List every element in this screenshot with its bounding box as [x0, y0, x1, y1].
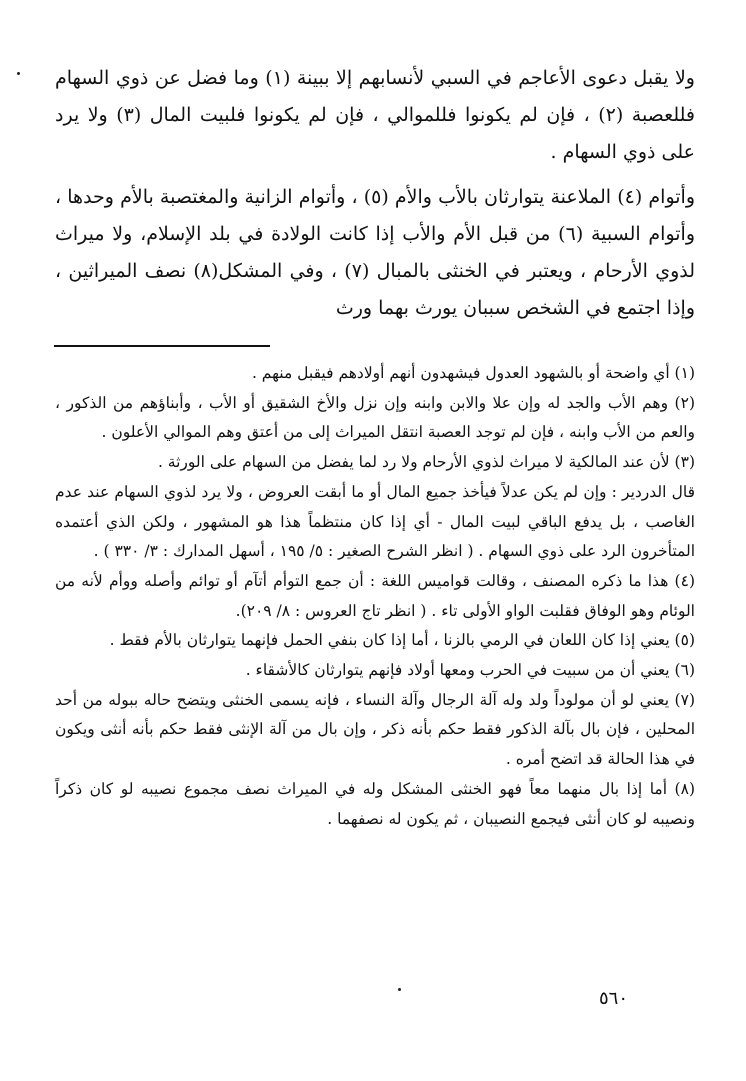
footnote: (٦) يعني أن من سبيت في الحرب ومعها أولاد فإنهم يتوارثان كالأشقاء . — [245, 661, 695, 680]
footnote: (٨) أما إذا بال منهما معاً فهو الخنثى المشكل وله في الميراث نصف مجموع نصيبه لو كان ذكراً ونصيبه لو كان أنثى فيجمع النصيبان ، ثم يكون له نصفهما . — [55, 779, 695, 828]
book-page — [55, 60, 695, 834]
footnote: قال الدردير : وإن لم يكن عدلاً فيأخذ جميع المال أو ما أبقت العروض ، ولا يرد لذوي السهام عند عدم الغاصب ، بل يدفع الباقي لبيت المال - أي إذا كان منتظماً هذا هو المشهور ، ولكن الذي أعتمده المتأخرون الرد على ذوي السهام . ( انظر الشرح الصغير : ٥/ ١٩٥ ، أسهل المدارك : ٣/ ٣٣٠ ) . — [55, 482, 695, 561]
scan-speck — [398, 988, 401, 991]
footnotes — [55, 359, 695, 834]
main-text — [55, 60, 695, 327]
footnote: (٥) يعني إذا كان اللعان في الرمي بالزنا ، أما إذا كان بنفي الحمل فإنهما يتوارثان بالأم فقط . — [109, 631, 695, 650]
footnote: (١) أي واضحة أو بالشهود العدول فيشهدون أنهم أولادهم فيقبل منهم . — [251, 364, 695, 382]
footnote: (٢) وهم الأب والجد له وإن علا والابن وابنه وإن نزل والأخ الشقيق أو الأب ، وأبناؤهم من الذكور ، والعم من الأب وابنه ، فإن لم توجد العصبة انتقل الميراث إلى من أعتق وهم الموالي الأعلون . — [55, 393, 695, 442]
footnote: (٣) لأن عند المالكية لا ميراث لذوي الأرحام ولا رد لما يفضل من السهام على الورثة . — [157, 453, 695, 472]
scan-speck — [17, 72, 20, 75]
main-paragraph: وأتوام (٤) الملاعنة يتوارثان بالأب والأم (٥) ، وأتوام الزانية والمغتصبة بالأم وحدها ، وأتوام السبية (٦) من قبل الأم والأب إذا كانت الولادة في بلد الإسلام، ولا ميراث لذوي الأرحام ، ويعتبر في الخنثى بالمبال (٧) ، وفي المشكل(٨) نصف الميراثين ، وإذا اجتمع في الشخص سببان يورث بهما ورث — [55, 186, 696, 319]
footnote-separator — [54, 345, 270, 347]
footnote: (٤) هذا ما ذكره المصنف ، وقالت قواميس اللغة : أن جمع التوأم أتآم أو توائم وأصله ووأم لأنه من الوئام وهو الوفاق فقلبت الواو الأولى تاء . ( انظر تاج العروس : ٨/ ٢٠٩). — [55, 571, 695, 620]
main-paragraph: ولا يقبل دعوى الأعاجم في السبي لأنسابهم إلا ببينة (١) وما فضل عن ذوي السهام فللعصبة (٢) ، فإن لم يكونوا فللموالي ، فإن لم يكونوا فلبيت المال (٣) ولا يرد على ذوي السهام . — [55, 67, 695, 163]
page-number: ٥٦٠ — [599, 988, 629, 1009]
footnote: (٧) يعني لو أن مولوداً ولد وله آلة الرجال وآلة النساء ، فإنه يسمى الخنثى ويتضح حاله ببوله من أحد المحلين ، فإن بال بآلة الذكور فقط حكم بأنه ذكر ، وإن بال من آلة الإنثى فقط حكم بأنه أنثى ويكون في هذا الحالة قد اتضح أمره . — [55, 690, 695, 769]
